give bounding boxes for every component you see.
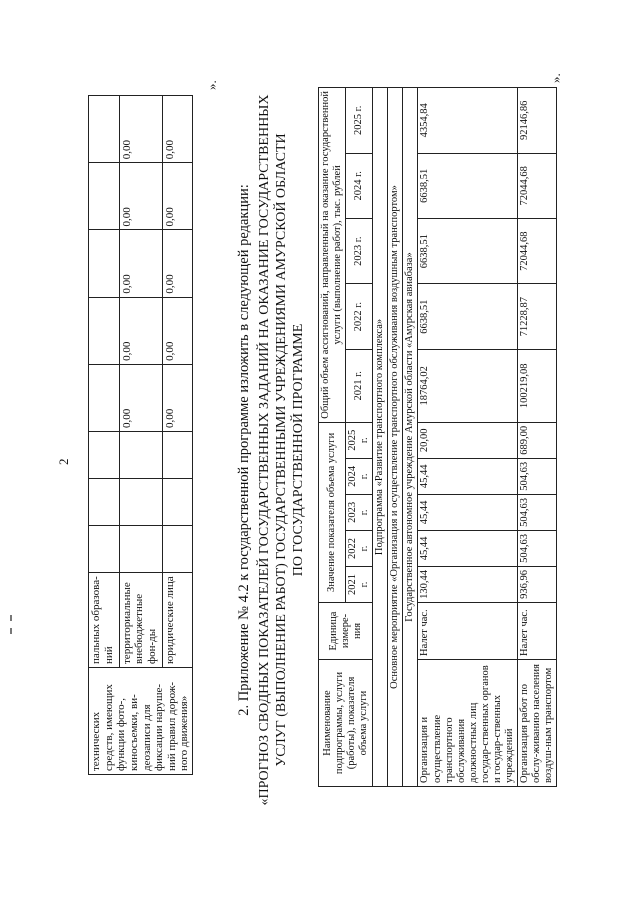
table-row xyxy=(388,88,403,787)
service-name: Организация и осуществление транспортного обслуживания должностных лиц государ-ственных органов и государ-ственных учреждений xyxy=(418,660,518,787)
table-cell: 0,00 xyxy=(162,297,193,364)
table-cell xyxy=(89,96,120,163)
table-cell xyxy=(119,526,162,573)
table-cell xyxy=(119,432,162,479)
value-cell: 504,63 xyxy=(517,458,556,494)
funds-cell: 72044,68 xyxy=(517,153,556,218)
value-cell: 936,96 xyxy=(517,566,556,602)
appendix-title-line: «ПРОГНОЗ СВОДНЫХ ПОКАЗАТЕЛЕЙ ГОСУДАРСТВЕННЫХ ЗАДАНИЙ НА ОКАЗАНИЕ ГОСУДАРСТВЕННЫХ xyxy=(257,94,272,806)
year-header: 2025 г. xyxy=(346,422,373,458)
value-cell: 45,44 xyxy=(418,458,518,494)
table-cell xyxy=(89,526,120,573)
table-cell: 0,00 xyxy=(162,364,193,431)
table-cell: 0,00 xyxy=(162,230,193,297)
header-funds: Общий объем ассигнований, направленный на оказание государственной услуги (выполнение работ), тыс. рублей xyxy=(319,88,346,423)
amendment-intro: 2. Приложение № 4.2 к государственной программе изложить в следующей редакции: xyxy=(236,184,252,716)
value-cell: 689,00 xyxy=(517,422,556,458)
continuation-table xyxy=(88,95,193,775)
table-cell: 0,00 xyxy=(119,297,162,364)
value-cell: 504,63 xyxy=(517,494,556,530)
header-name: Наименование подпрограммы, услуги (работы), показателя объема услуги xyxy=(319,660,373,787)
funds-cell: 71228,87 xyxy=(517,284,556,349)
funds-cell: 100219,08 xyxy=(517,349,556,422)
table-cell: юридические лица xyxy=(162,573,193,668)
year-header: 2024 г. xyxy=(346,153,373,218)
funds-cell: 72044,68 xyxy=(517,218,556,283)
table-cell xyxy=(89,163,120,230)
table-cell: 0,00 xyxy=(119,230,162,297)
year-header: 2023 г. xyxy=(346,218,373,283)
table-cell xyxy=(89,432,120,479)
subprogram-row: Подпрограмма «Развитие транспортного комплекса» xyxy=(373,88,388,787)
funds-cell: 18764,02 xyxy=(418,349,518,422)
table-row xyxy=(373,88,388,787)
measure-row: Основное мероприятие «Организация и осуществление транспортного обслуживания воздушным транспортом» xyxy=(388,88,403,787)
table-cell: 0,00 xyxy=(119,163,162,230)
table-row xyxy=(89,96,120,775)
year-header: 2022 г. xyxy=(346,530,373,566)
funds-cell: 4354,84 xyxy=(418,88,518,154)
table-cell: пальных образова-ний xyxy=(89,573,120,668)
table-cell: 0,00 xyxy=(119,364,162,431)
appendix-heading xyxy=(236,65,307,835)
funds-cell: 6638,51 xyxy=(418,218,518,283)
appendix-title-line: ПО ГОСУДАРСТВЕННОЙ ПРОГРАММЕ xyxy=(291,323,307,577)
table-cell: технических средств, имеющих функции фото-, киносъемки, ви-деозаписи для фиксации наруше-ний правил дорож-ного движения» xyxy=(89,668,193,775)
table-cell: 0,00 xyxy=(119,96,162,163)
institution-row: Государственное автономное учреждение Амурской области «Амурская авиабаза» xyxy=(403,88,418,787)
year-header: 2023 г. xyxy=(346,494,373,530)
value-cell: 45,44 xyxy=(418,530,518,566)
year-header: 2021 г. xyxy=(346,566,373,602)
table-row xyxy=(418,88,518,787)
table-cell: территориальные внебюджетные фон-ды xyxy=(119,573,162,668)
margin-mark xyxy=(10,628,12,634)
table-cell xyxy=(162,432,193,479)
table-cell xyxy=(162,479,193,526)
unit-cell: Налет час. xyxy=(517,603,556,660)
table-row xyxy=(403,88,418,787)
table-cell: 0,00 xyxy=(162,96,193,163)
year-header: 2024 г. xyxy=(346,458,373,494)
funds-cell: 6638,51 xyxy=(418,284,518,349)
unit-cell: Налет час. xyxy=(418,603,518,660)
header-value: Значение показателя объема услуги xyxy=(319,422,346,602)
year-header: 2025 г. xyxy=(346,88,373,154)
value-cell: 130,44 xyxy=(418,566,518,602)
table-cell: 0,00 xyxy=(162,163,193,230)
table-cell xyxy=(89,364,120,431)
value-cell: 45,44 xyxy=(418,494,518,530)
table-cell xyxy=(119,479,162,526)
appendix-title-line: УСЛУГ (ВЫПОЛНЕНИЕ РАБОТ) ГОСУДАРСТВЕННЫМИ УЧРЕЖДЕНИЯМИ АМУРСКОЙ ОБЛАСТИ xyxy=(274,133,290,767)
funds-cell: 6638,51 xyxy=(418,153,518,218)
year-header: 2022 г. xyxy=(346,284,373,349)
value-cell: 20,00 xyxy=(418,422,518,458)
year-header: 2021 г. xyxy=(346,349,373,422)
funds-cell: 92146,86 xyxy=(517,88,556,154)
closing-quote-mark: ». xyxy=(204,80,219,90)
table-cell xyxy=(89,230,120,297)
table-cell xyxy=(89,479,120,526)
forecast-table xyxy=(318,87,557,787)
table-cell xyxy=(89,297,120,364)
service-name: Организация работ по обслу-живанию населения воздуш-ным транспортом xyxy=(517,660,556,787)
closing-quote-mark: ». xyxy=(548,73,563,83)
page-number: 2 xyxy=(56,458,71,465)
table-row xyxy=(517,88,556,787)
table-cell xyxy=(162,526,193,573)
table-header-row xyxy=(319,88,346,787)
header-unit: Единица измере-ния xyxy=(319,603,373,660)
value-cell: 504,63 xyxy=(517,530,556,566)
margin-mark xyxy=(10,615,12,621)
